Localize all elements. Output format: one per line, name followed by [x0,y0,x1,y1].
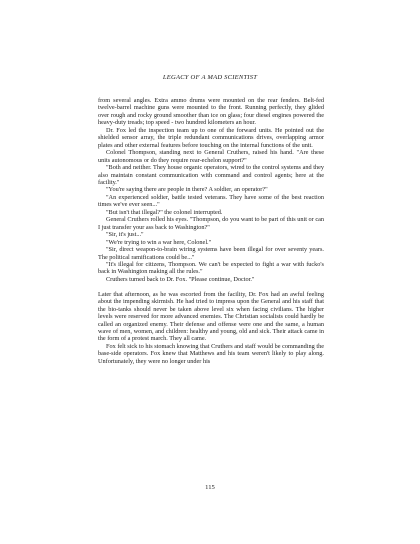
paragraph: Fox felt sick to his stomach knowing that Cruthers and staff would be commanding the base-side operators. Fox knew that Matthews and his team weren't likely to play along. Unfortunately, they were no longer under his [98,342,324,365]
paragraph: General Cruthers rolled his eyes. "Thompson, do you want to be part of this unit or can I just transfer your ass back to Washington?" [98,216,324,231]
paragraph: "You're saying there are people in there? A soldier, an operator?" [106,186,268,194]
running-head: LEGACY OF A MAD SCIENTIST [162,74,258,81]
paragraph: Cruthers turned back to Dr. Fox. "Please continue, Doctor." [106,275,255,283]
paragraph: "But isn't that illegal?" the colonel interrupted. [106,208,223,216]
paragraph: Later that afternoon, as he was escorted from the facility, Dr. Fox had an awful feeling about the impending skirmish. He had tried to impress upon the General and his staff that the bio-tanks should never be taken above level six when facing civilians. The higher levels were reserved for more advanced enemies. The Christian socialists could hardly be called an organized enemy. Their defense and offense were one and the same, a human wave of men, women, and children: healthy and young, old and sick. Their attack came in the form of a protest march. They all came. [98,290,324,343]
page-number: 115 [205,484,215,491]
paragraph: "Both and neither. They house organic operators, wired to the control systems and they also maintain constant communication with command and control agents; here at the facility." [98,164,324,186]
paragraph: "An experienced soldier, battle tested veterans. They have some of the best reaction times we've ever seen..." [98,193,324,209]
paragraph: Dr. Fox led the inspection team up to one of the forward units. He pointed out the shielded sensor array, the triple redundant communications drives, overlapping armor plates and other external features before touching on the internal functions of the unit. [98,126,324,149]
paragraph: "Sir, direct weapon-to-brain wiring systems have been illegal for over seventy years. The political ramifications could be..." [98,246,324,261]
paragraph: from several angles. Extra ammo drums were mounted on the rear fenders. Belt-fed twelve-barrel machine guns were mounted to the front. Running perfectly, they glided over rough and rocky ground smoother than ice on glass; four diesel engines powered the heavy-duty treads; top speed - two hundred kilometers an hour. [98,97,324,127]
body-text [98,97,324,365]
paragraph: Colonel Thompson, standing next to General Cruthers, raised his hand. "Are these units autonomous or do they require rear-echelon support?" [98,149,324,164]
paragraph: "It's illegal for citizens, Thompson. We can't be expected to fight a war with fucko's back in Washington making all the rules." [98,260,324,276]
paragraph: "Sir, it's just..." [106,231,144,239]
paragraph: "We're trying to win a war here, Colonel." [106,238,212,246]
